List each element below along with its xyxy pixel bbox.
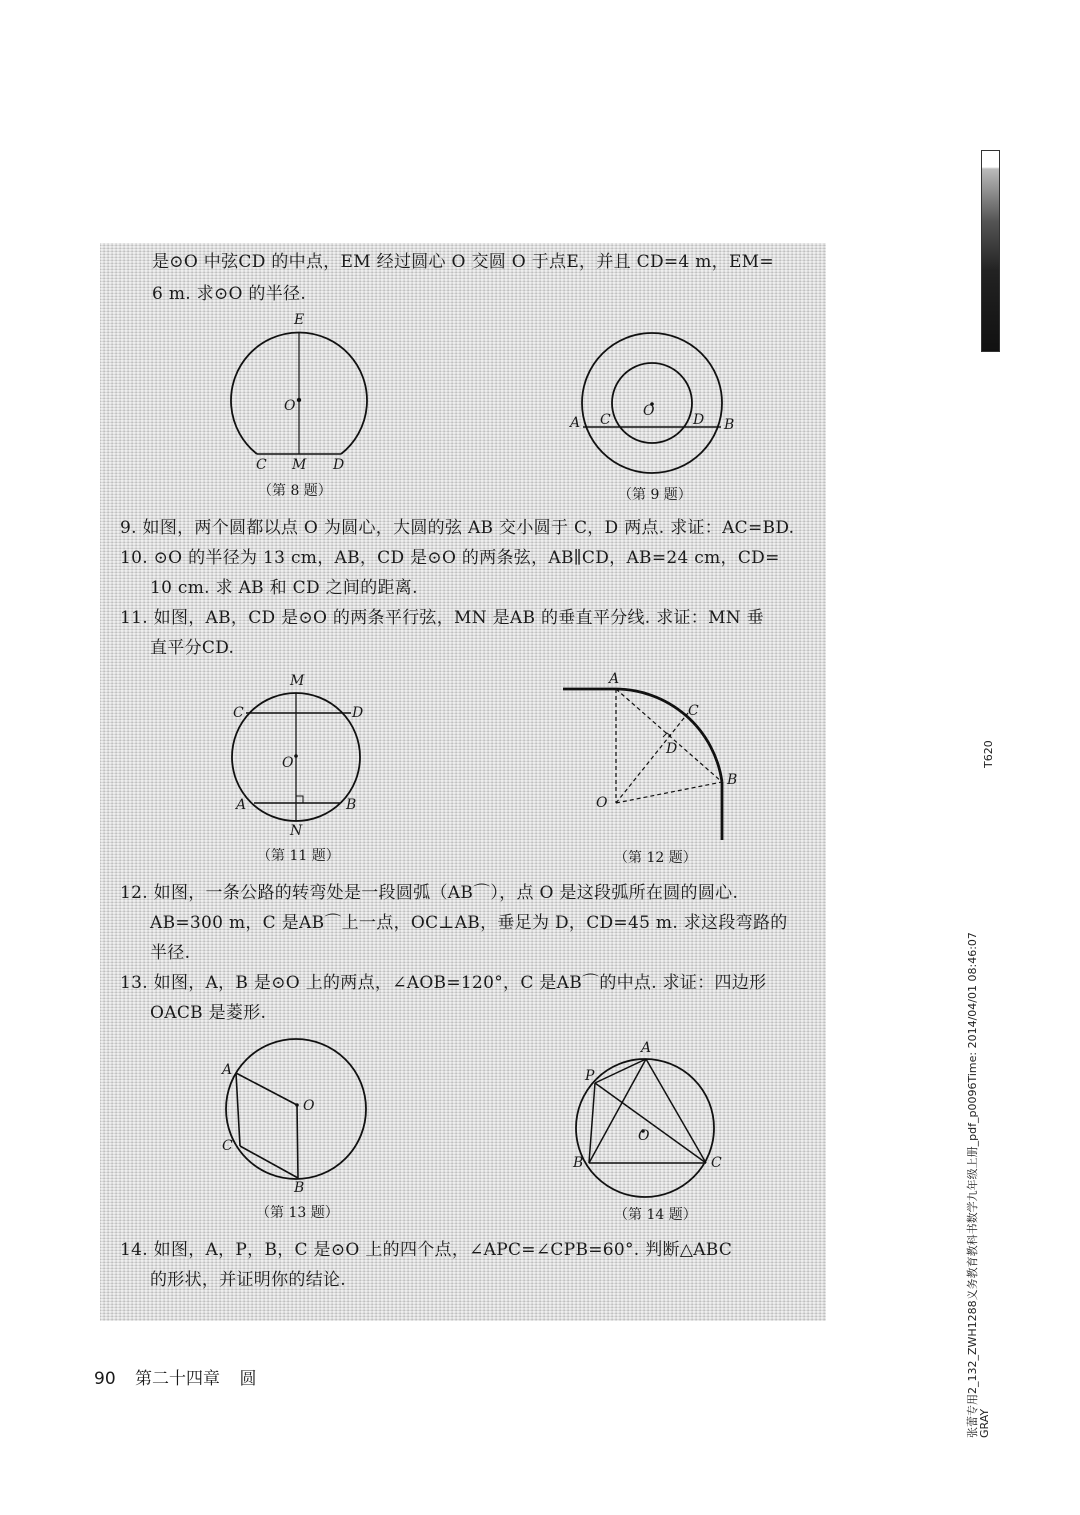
problem-8-line-1: 是⊙O 中弦CD 的中点，EM 经过圆心 O 交圆 O 于点E，并且 CD=4 m，EM= xyxy=(152,252,774,272)
fig12-label-a: A xyxy=(609,671,620,687)
problem-11-line-1: 11. 如图，AB，CD 是⊙O 的两条平行弦，MN 是AB 的垂直平分线. 求证：MN 垂 xyxy=(120,608,764,628)
fig11-label-c: C xyxy=(233,705,244,721)
fig11-label-n: N xyxy=(290,823,303,839)
fig9-label-c: C xyxy=(600,412,611,428)
problem-14-line-2: 的形状，并证明你的结论. xyxy=(150,1270,347,1290)
fig11-label-o: O xyxy=(282,755,294,771)
problem-13-line-2: OACB 是菱形. xyxy=(150,1003,267,1023)
fig9-label-b: B xyxy=(724,417,735,433)
fig12-label-o: O xyxy=(596,795,608,811)
fig14-label-p: P xyxy=(585,1068,595,1084)
fig14-label-a: A xyxy=(641,1040,652,1056)
fig8-label-c: C xyxy=(256,457,267,473)
chapter-title: 圆 xyxy=(239,1369,257,1389)
problem-13-line-1: 13. 如图，A，B 是⊙O 上的两点，∠AOB=120°，C 是AB⌒的中点. 求证：四边形 xyxy=(120,973,767,993)
fig12-label-d: D xyxy=(666,741,678,757)
fig14-label-c: C xyxy=(711,1155,722,1171)
fig14-label-b: B xyxy=(573,1155,584,1171)
problem-8-line-2: 6 m. 求⊙O 的半径. xyxy=(152,284,307,304)
fig12-label-b: B xyxy=(727,772,738,788)
fig9-label-a: A xyxy=(570,415,581,431)
fig11-label-a: A xyxy=(236,797,247,813)
problem-12-line-1: 12. 如图，一条公路的转弯处是一段圆弧（AB⌒），点 O 是这段弧所在圆的圆心. xyxy=(120,883,739,903)
fig14-caption: （第 14 题） xyxy=(614,1207,697,1223)
fig11-label-m: M xyxy=(290,673,305,689)
fig13-label-o: O xyxy=(303,1098,315,1114)
fig11-label-d: D xyxy=(352,705,364,721)
fig8-caption: （第 8 题） xyxy=(258,483,332,499)
margin-code: T620 xyxy=(982,740,995,768)
problem-12-line-3: 半径. xyxy=(150,943,191,963)
fig13-label-b: B xyxy=(294,1180,305,1196)
margin-color-mode: GRAY xyxy=(978,1408,991,1438)
fig8-label-d: D xyxy=(333,457,345,473)
page-footer xyxy=(94,1364,270,1389)
fig13-caption: （第 13 题） xyxy=(256,1205,339,1221)
fig11-label-b: B xyxy=(346,797,357,813)
fig9-caption: （第 9 题） xyxy=(618,487,692,503)
fig8-label-o: O xyxy=(284,398,296,414)
fig9-label-o: O xyxy=(643,403,655,419)
problem-12-line-2: AB=300 m，C 是AB⌒上一点，OC⊥AB，垂足为 D，CD=45 m. 求这段弯路的 xyxy=(150,913,788,933)
problem-10-line-1: 10. ⊙O 的半径为 13 cm，AB，CD 是⊙O 的两条弦，AB∥CD，AB=24 cm，CD= xyxy=(120,548,780,568)
fig8-label-e: E xyxy=(294,312,305,328)
fig11-caption: （第 11 题） xyxy=(257,848,340,864)
fig13-label-c: C xyxy=(222,1138,233,1154)
fig12-caption: （第 12 题） xyxy=(614,850,697,866)
problem-11-line-2: 直平分CD. xyxy=(150,638,235,658)
page-number: 90 xyxy=(94,1369,116,1389)
chapter-label: 第二十四章 xyxy=(135,1369,221,1389)
problem-9: 9. 如图，两个圆都以点 O 为圆心，大圆的弦 AB 交小圆于 C，D 两点. 求证：AC=BD. xyxy=(120,518,795,538)
fig9-label-d: D xyxy=(693,412,705,428)
problem-14-line-1: 14. 如图，A，P，B，C 是⊙O 上的四个点，∠APC=∠CPB=60°. 判断△ABC xyxy=(120,1240,733,1260)
problem-10-line-2: 10 cm. 求 AB 和 CD 之间的距离. xyxy=(150,578,418,598)
fig8-label-m: M xyxy=(292,457,307,473)
fig13-label-a: A xyxy=(222,1062,233,1078)
margin-scan-info: 张蕾专用2_132_ZWH1288义务教育教科书数学九年级上册_pdf_p0096Time: 2014/04/01 08:46:07 xyxy=(966,932,979,1438)
grayscale-calibration-bar xyxy=(981,150,1000,352)
fig14-label-o: O xyxy=(638,1128,650,1144)
fig12-label-c: C xyxy=(688,703,699,719)
